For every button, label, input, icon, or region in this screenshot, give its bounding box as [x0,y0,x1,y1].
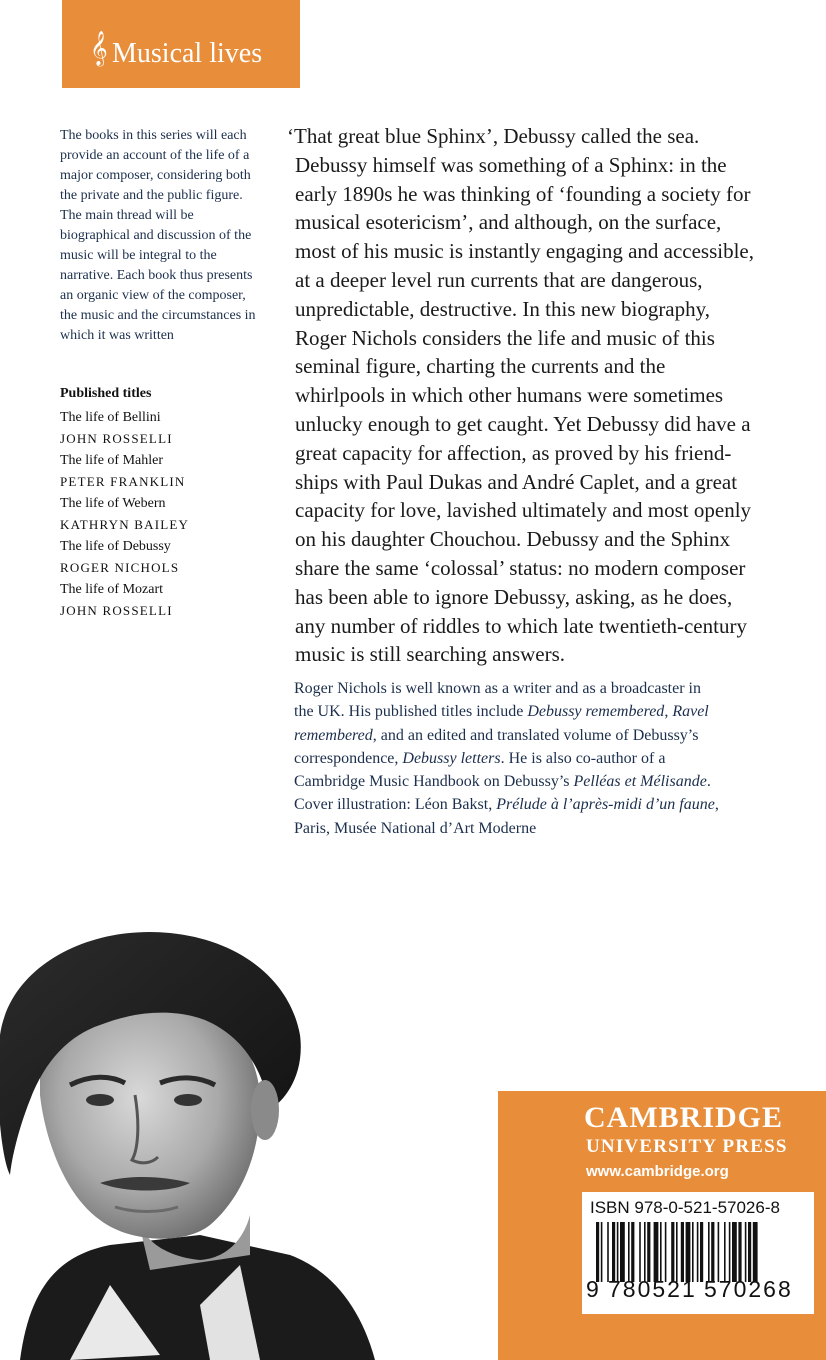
bio-line: the UK. His published titles include Debussy remembered, Ravel [294,703,709,721]
list-item [60,407,280,450]
blurb-line: early 1890s he was thinking of ‘founding a society for [295,181,751,206]
barcode-bar [724,1222,726,1282]
barcode-bar [617,1222,619,1282]
ean-right-group: 570268 [704,1276,793,1302]
blurb-line: ‘That great blue Sphinx’, Debussy called the sea. [287,124,700,148]
barcode-bar [686,1222,691,1282]
bio-line: Cover illustration: Léon Bakst, Prélude à l’après-midi d’un faune, [294,796,719,814]
blurb-line: most of his music is instantly engaging and accessible, [295,239,755,264]
publisher-url: www.cambridge.org [586,1163,729,1180]
barcode-bar [596,1222,599,1282]
book-author: ROGER NICHOLS [60,560,180,575]
book-blurb [287,122,787,669]
book-author: KATHRYN BAILEY [60,517,190,532]
book-author: PETER FRANKLIN [60,474,186,489]
blurb-line: seminal figure, charting the currents and the [295,354,666,379]
book-ref: Ravel [672,703,709,721]
bio-line: Cambridge Music Handbook on Debussy’s Pelléas et Mélisande. [294,773,711,791]
barcode-bar [711,1222,714,1282]
list-item [60,493,280,536]
blurb-line: ships with Paul Dukas and André Caplet, and a great [295,469,738,494]
barcode-bar [738,1222,741,1282]
blurb-line: at a deeper level run currents that are dangerous, [295,267,703,292]
published-titles-list [60,407,280,622]
barcode-bar [729,1222,731,1282]
book-ref: Debussy letters [402,749,501,767]
blurb-line: great capacity for affection, as proved by his friend- [295,440,732,465]
ean-left-group: 780521 [608,1276,697,1302]
blurb-line: unlucky enough to get caught. Yet Debussy did have a [295,411,751,436]
published-titles-heading: Published titles [60,386,152,401]
barcode-bar [665,1222,667,1282]
blurb-line: musical esotericism’, and although, on the surface, [295,210,722,235]
publisher-press: UNIVERSITY PRESS [586,1136,788,1157]
list-item [60,536,280,579]
blurb-line: music is still searching answers. [295,642,566,667]
barcode-bar [620,1222,625,1282]
barcode-bar [631,1222,634,1282]
barcode-bar [647,1222,650,1282]
blurb-line: capacity for love, lavished ultimately and most openly [295,498,752,523]
barcode-bar [732,1222,737,1282]
barcode-bar [692,1222,694,1282]
book-ref: Debussy remembered [527,703,665,721]
barcode-panel [582,1192,814,1314]
barcode-bar [601,1222,603,1282]
book-title: The life of Mahler [60,453,164,468]
barcode-bar [628,1222,630,1282]
barcode-bar [700,1222,703,1282]
blurb-line: whirlpools in which other humans were sometimes [295,383,724,408]
barcode-bar [697,1222,699,1282]
book-ref: remembered [294,726,373,744]
series-title: Musical lives [112,38,263,69]
barcode-bar [708,1222,710,1282]
bio-line: remembered, and an edited and translated volume of Debussy’s [294,726,699,744]
barcode-bar [748,1222,751,1282]
series-description: The books in this series will each provide an account of the life of a major composer, considering both the private and the public figure. The main thread will be biographical and discussion of the music will be integral to the narrative. Each book thus presents an organic view of the composer, the music and the circumstances in which it was written [60,128,256,343]
barcode-bar [654,1222,659,1282]
barcode-bar [753,1222,758,1282]
publisher-panel [498,1091,826,1360]
barcode-bar [660,1222,662,1282]
blurb-line: unpredictable, destructive. In this new biography, [295,296,711,321]
barcode-bar [612,1222,615,1282]
barcode-icon [596,1222,800,1282]
bio-line: Roger Nichols is well known as a writer and as a broadcaster in [294,680,701,697]
blurb-line: Debussy himself was something of a Sphinx: in the [295,152,727,177]
bio-line: correspondence, Debussy letters. He is also co-author of a [294,749,666,767]
barcode-bar [718,1222,720,1282]
ean-lead-digit: 9 [586,1276,599,1302]
book-ref: Pelléas et Mélisande [573,773,707,791]
isbn-label: ISBN 978-0-521-57026-8 [590,1198,780,1217]
book-author: JOHN ROSSELLI [60,603,173,618]
blurb-line: any number of riddles to which late twentieth-century [295,613,747,638]
list-item [60,450,280,493]
series-banner [62,0,300,88]
barcode-bar [745,1222,747,1282]
barcode-bar [644,1222,646,1282]
barcode-bar [676,1222,678,1282]
blurb-line: has been able to ignore Debussy, asking, as he does, [295,584,733,609]
blurb-line: on his daughter Chouchou. Debussy and the Sphinx [295,527,731,552]
list-item [60,579,280,622]
barcode-bar [607,1222,609,1282]
barcode-bar [639,1222,641,1282]
book-title: The life of Webern [60,496,166,511]
blurb-line: share the same ‘colossal’ status: no modern composer [295,555,746,580]
composer-portrait [0,925,500,1360]
book-title: The life of Debussy [60,539,171,554]
book-title: The life of Mozart [60,582,164,597]
book-title: The life of Bellini [60,410,161,425]
book-author: JOHN ROSSELLI [60,431,173,446]
blurb-line: Roger Nichols considers the life and music of this [295,325,715,350]
barcode-bar [681,1222,684,1282]
author-bio [294,677,764,840]
bio-line: Paris, Musée National d’Art Moderne [294,819,537,837]
artwork-ref: Prélude à l’après-midi d’un faune [496,796,715,814]
publisher-name: CAMBRIDGE [584,1101,784,1134]
treble-clef-icon: 𝄞 [90,31,108,66]
barcode-bar [671,1222,674,1282]
